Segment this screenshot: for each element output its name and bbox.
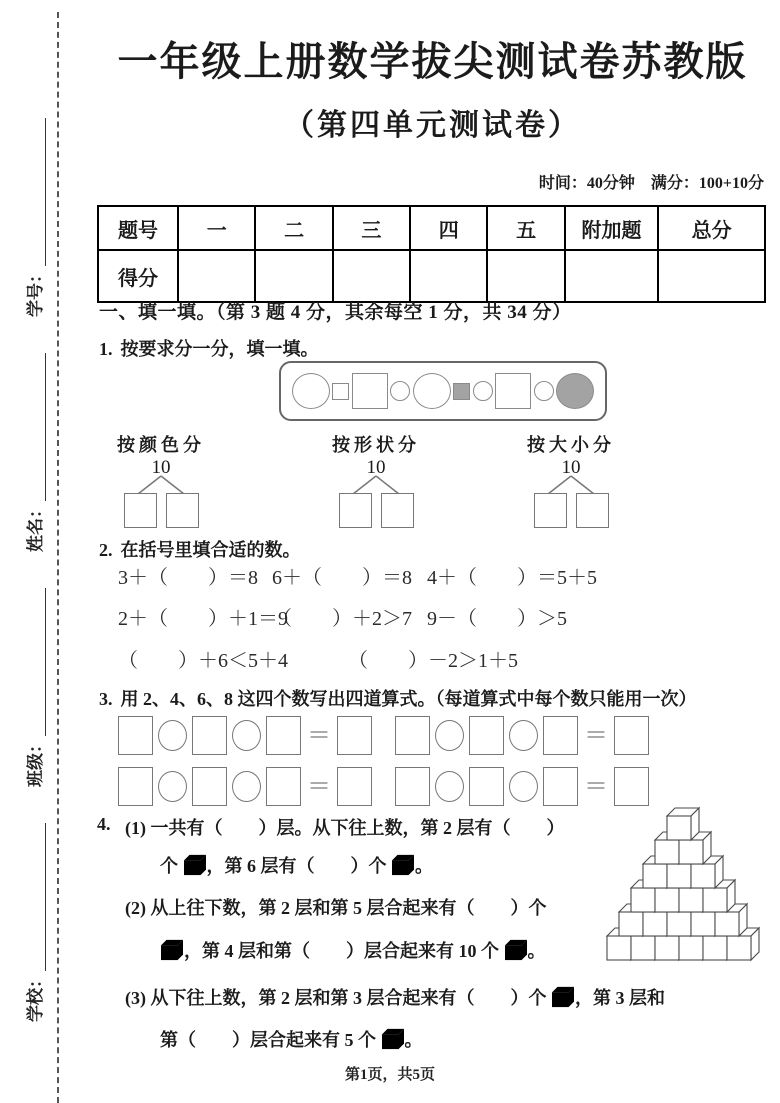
fill-in-expression: 6＋（ ）＝8 — [272, 567, 412, 589]
score-table-header-cell: 三 — [333, 206, 410, 250]
fill-in-expression: 3＋（ ）＝8 — [118, 567, 258, 589]
q4-part3-line2: 第（ ）层合起来有 5 个 。 — [160, 1030, 423, 1050]
sort-answer-boxes — [505, 493, 637, 528]
page-footer: 第1页，共5页 — [344, 1067, 435, 1083]
large-square — [495, 373, 531, 409]
cube-icon — [551, 986, 575, 1008]
question4-number: 4. — [97, 814, 111, 834]
q4-part1-line2: 个 ，第 6 层有（ ）个 。 — [160, 856, 433, 876]
cube-icon — [504, 939, 528, 961]
question1-text: 1. 按要求分一分，填一填。 — [99, 339, 319, 359]
operator-circle — [509, 720, 538, 751]
question1-number: 1. — [99, 339, 113, 359]
branch-lines-icon — [534, 475, 608, 495]
operator-circle — [158, 771, 187, 802]
margin-group-studentid — [21, 118, 46, 317]
margin-group-class — [21, 588, 46, 787]
q4-part2-line1: (2) 从上往下数，第 2 层和第 5 层合起来有（ ）个 — [125, 898, 547, 918]
sort-total: 10 — [561, 457, 581, 478]
score-table-header-cell: 一 — [178, 206, 255, 250]
equals-sign: ＝ — [307, 773, 331, 800]
margin-label-name: 姓名： — [25, 501, 45, 552]
answer-box — [381, 493, 414, 528]
answer-box — [166, 493, 199, 528]
margin-label-class: 班级： — [25, 736, 45, 787]
question3-text: 3. 用 2、4、6、8 这四个数写出四道算式。（每道算式中每个数只能用一次） — [99, 689, 697, 709]
sort-answer-boxes — [95, 493, 227, 528]
number-box — [395, 716, 430, 755]
score-table-header-cell: 题号 — [98, 206, 178, 250]
page-title: 一年级上册数学拔尖测试卷苏教版 — [117, 39, 748, 84]
operator-circle — [232, 771, 261, 802]
large-circle — [413, 373, 451, 409]
branch-lines-icon — [124, 475, 198, 495]
margin-group-school — [21, 823, 46, 1022]
q2-row1 — [95, 561, 770, 591]
operator-circle — [435, 771, 464, 802]
margin-group-name — [21, 353, 46, 552]
fill-line-school — [28, 823, 46, 971]
number-box — [395, 767, 430, 806]
score-cell-empty — [410, 250, 487, 302]
operator-circle — [232, 720, 261, 751]
number-box — [469, 716, 504, 755]
sort-group-shape — [310, 431, 442, 528]
small-circle — [473, 381, 493, 401]
cube-icon — [391, 854, 415, 876]
cube-icon — [381, 1028, 405, 1050]
q2-row2 — [95, 602, 770, 632]
answer-box — [534, 493, 567, 528]
score-table-score-row — [98, 250, 765, 302]
question2-text: 2. 在括号里填合适的数。 — [99, 540, 301, 560]
score-row-label: 得分 — [98, 250, 178, 302]
number-box — [118, 767, 153, 806]
page-subtitle: （第四单元测试卷） — [284, 109, 581, 142]
sort-label-shape: 按形状分 — [332, 435, 420, 455]
q4-part3-line1: (3) 从下往上数，第 2 层和第 3 层合起来有（ ）个 ，第 3 层和 — [125, 988, 665, 1008]
q4-part2-line2: ，第 4 层和第（ ）层合起来有 10 个 。 — [160, 937, 546, 963]
score-table-header-cell: 二 — [255, 206, 332, 250]
small-circle — [390, 381, 410, 401]
sort-group-color — [95, 431, 227, 528]
equation-template — [395, 767, 649, 806]
q2-row3 — [95, 644, 770, 674]
filled-large-circle — [556, 373, 594, 409]
fill-in-expression: （ ）－2＞1＋5 — [348, 650, 518, 672]
number-box — [118, 716, 153, 755]
score-cell-empty — [565, 250, 658, 302]
fill-line-studentid — [28, 118, 46, 266]
number-box — [337, 716, 372, 755]
fill-in-expression: 2＋（ ）＋1＝9 — [118, 608, 288, 630]
score-cell-empty — [658, 250, 765, 302]
operator-circle — [158, 720, 187, 751]
equation-template — [118, 716, 372, 755]
question4 — [95, 812, 770, 1072]
fill-line-name — [28, 353, 46, 501]
question3-number: 3. — [99, 689, 113, 709]
score-table-header-cell: 五 — [487, 206, 564, 250]
fill-in-expression: 4＋（ ）＝5＋5 — [427, 567, 597, 589]
score-table — [97, 205, 766, 303]
score-table-header-cell: 总分 — [658, 206, 765, 250]
score-cell-empty — [178, 250, 255, 302]
cube-icon — [183, 854, 207, 876]
number-box — [469, 767, 504, 806]
answer-box — [339, 493, 372, 528]
equation-template — [118, 767, 372, 806]
operator-circle — [435, 720, 464, 751]
large-circle — [292, 373, 330, 409]
number-box — [192, 716, 227, 755]
section1-heading: 一、填一填。（第 3 题 4 分，其余每空 1 分，共 34 分） — [99, 302, 572, 323]
score-cell-empty — [255, 250, 332, 302]
sort-total: 10 — [366, 457, 386, 478]
number-box — [614, 767, 649, 806]
score-table-header-cell: 四 — [410, 206, 487, 250]
sort-answer-boxes — [310, 493, 442, 528]
number-box — [543, 767, 578, 806]
fill-line-class — [28, 588, 46, 736]
shapes-collection-box — [279, 361, 607, 421]
question2-number: 2. — [99, 540, 113, 560]
exam-meta: 时间：40分钟 满分：100+10分 — [538, 175, 764, 192]
branch-lines-icon — [339, 475, 413, 495]
fill-in-expression: （ ）＋2＞7 — [272, 608, 412, 630]
student-info-margin — [14, 57, 52, 1022]
q4-part1-line1: (1) 一共有（ ）层。从下往上数，第 2 层有（ ） — [125, 818, 565, 838]
number-box — [543, 716, 578, 755]
equation-template — [395, 716, 649, 755]
score-cell-empty — [333, 250, 410, 302]
margin-label-school: 学校： — [25, 971, 45, 1022]
equals-sign: ＝ — [584, 722, 608, 749]
large-square — [352, 373, 388, 409]
number-box — [614, 716, 649, 755]
cube-pyramid-figure — [600, 806, 766, 962]
fill-in-expression: （ ）＋6＜5＋4 — [118, 650, 288, 672]
sort-label-size: 按大小分 — [527, 435, 615, 455]
sort-label-color: 按颜色分 — [117, 435, 205, 455]
score-table-header-cell: 附加题 — [565, 206, 658, 250]
sort-total: 10 — [151, 457, 171, 478]
small-square — [332, 383, 349, 400]
score-cell-empty — [487, 250, 564, 302]
filled-small-square — [453, 383, 470, 400]
equals-sign: ＝ — [584, 773, 608, 800]
sort-diagrams — [95, 431, 770, 531]
answer-box — [576, 493, 609, 528]
margin-label-studentid: 学号： — [25, 266, 45, 317]
number-box — [266, 716, 301, 755]
number-box — [337, 767, 372, 806]
operator-circle — [509, 771, 538, 802]
number-box — [266, 767, 301, 806]
binding-dashed-line — [57, 12, 59, 1103]
small-circle — [534, 381, 554, 401]
fill-in-expression: 9－（ ）＞5 — [427, 608, 567, 630]
cube-icon — [160, 939, 184, 961]
score-table-header-row — [98, 206, 765, 250]
answer-box — [124, 493, 157, 528]
equals-sign: ＝ — [307, 722, 331, 749]
paper-main-column — [95, 0, 770, 1103]
number-box — [192, 767, 227, 806]
sort-group-size — [505, 431, 637, 528]
